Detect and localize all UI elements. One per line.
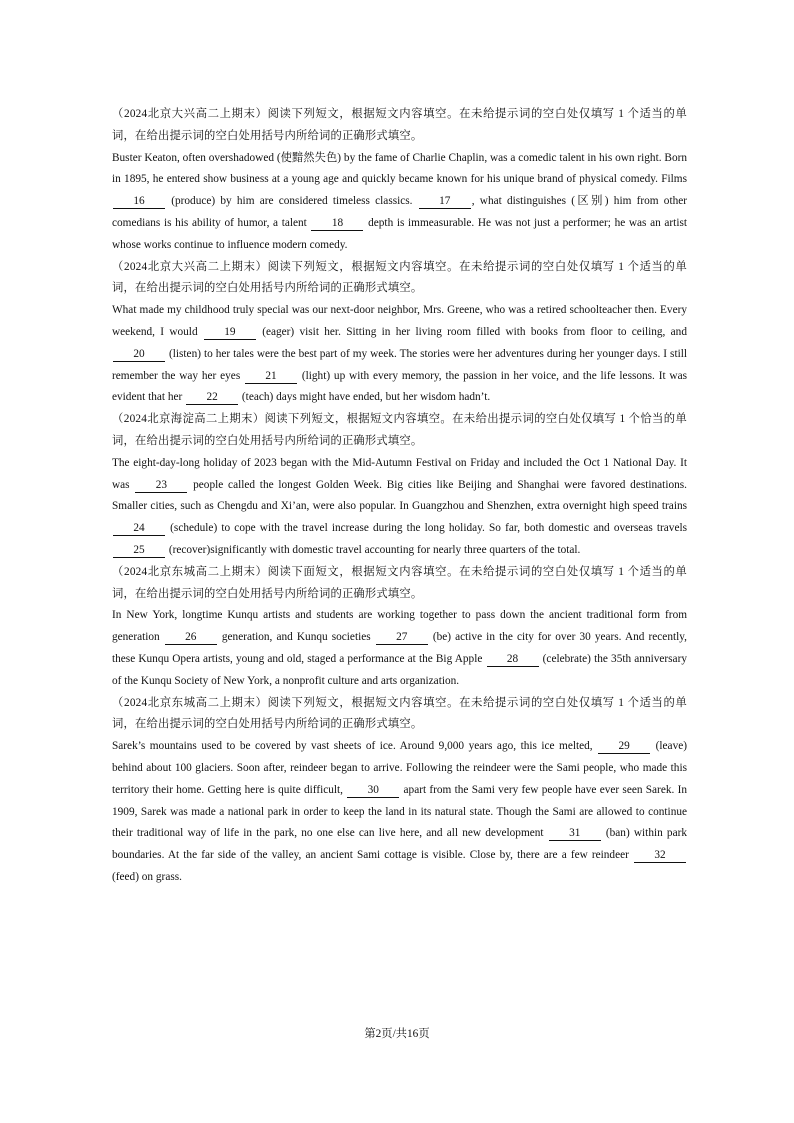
section-heading: （2024北京东城高二上期末）阅读下面短文，根据短文内容填空。在未给提示词的空白处仅填写 1 个适当的单词，在给出提示词的空白处用括号内所给词的正确形式填空。 [112, 565, 687, 600]
answer-blank[interactable]: 23 [135, 479, 187, 493]
passage-segment: depth is immeasurable. He was not just a performer; he was an artist whose works continue to influence modern comedy. [112, 216, 687, 251]
section-heading: （2024北京海淀高二上期末）阅读下列短文，根据短文内容填空。在未给出提示词的空白处仅填写 1 个恰当的单词，在给出提示词的空白处用括号内所给词的正确形式填空。 [112, 413, 687, 447]
passage-segment: (leave) behind about 100 glaciers. Soon after, reindeer began to arrive. Following the reindeer were the Sami people, who made this territory their home. Getting here is quite difficult, [112, 740, 687, 796]
answer-blank[interactable]: 30 [347, 784, 399, 798]
answer-blank[interactable]: 22 [186, 391, 238, 405]
page-footer: 第2页/共16页 [364, 1028, 430, 1040]
passage-segment: (listen) to her tales were the best part of my week. The stories were her adventures during her younger days. I still remember the way her eyes [112, 347, 687, 382]
passage-segment: Buster Keaton, often overshadowed (使黯然失色) by the fame of Charlie Chaplin, was a comedic talent in his own right. Born in 1895, he entered show business at a young age and quickly became known for his unique brand of physical comedy. Films [112, 151, 687, 186]
passage-segment: (schedule) to cope with the travel increase during the long holiday. So far, both domestic and overseas travels [166, 522, 687, 535]
answer-blank[interactable]: 25 [113, 544, 165, 558]
answer-blank[interactable]: 21 [245, 370, 297, 384]
passage-segment: In New York, longtime Kunqu artists and students are working together to pass down the ancient traditional form from generation [112, 609, 687, 644]
passage-segment: people called the longest Golden Week. Big cities like Beijing and Shanghai were favored destinations. Smaller cities, such as Chengdu and Xi’an, were also popular. In Guangzhou and Shenzhen, extra overnight high speed trains [112, 478, 687, 513]
answer-blank[interactable]: 29 [598, 740, 650, 754]
passage-segment: (produce) by him are considered timeless classics. [166, 195, 418, 208]
passage-text [112, 453, 687, 562]
answer-blank[interactable]: 26 [165, 631, 217, 645]
passage-segment: Sarek’s mountains used to be covered by vast sheets of ice. Around 9,000 years ago, this ice melted, [112, 740, 598, 753]
answer-blank[interactable]: 32 [634, 849, 686, 863]
passage-text [112, 605, 687, 692]
answer-blank[interactable]: 19 [204, 326, 256, 340]
passage-segment: What made my childhood truly special was our next-door neighbor, Mrs. Greene, who was a retired schoolteacher then. Every weekend, I would [112, 304, 687, 338]
document-body [112, 104, 687, 889]
passage-segment: (recover)significantly with domestic travel accounting for nearly three quarters of the total. [166, 543, 581, 556]
passage-segment: (ban) within park boundaries. At the far side of the valley, an ancient Sami cottage is visible. Close by, there are a few reindeer [112, 827, 687, 862]
answer-blank[interactable]: 31 [549, 827, 601, 841]
answer-blank[interactable]: 18 [311, 217, 363, 231]
answer-blank[interactable]: 24 [113, 522, 165, 536]
passage-segment: The eight-day-long holiday of 2023 began with the Mid-Autumn Festival on Friday and included the Oct 1 National Day. It was [112, 456, 687, 491]
passage-segment: (celebrate) the 35th anniversary of the Kunqu Society of New York, a nonprofit culture and arts organization. [112, 652, 687, 687]
passage-text [112, 300, 687, 409]
passage-segment: generation, and Kunqu societies [217, 631, 375, 644]
answer-blank[interactable]: 27 [376, 631, 428, 645]
passage-text [112, 148, 687, 257]
passage-segment: (teach) days might have ended, but her wisdom hadn’t. [239, 391, 491, 404]
answer-blank[interactable]: 16 [113, 195, 165, 209]
passage-text [112, 736, 687, 889]
passage-segment: (be) active in the city for over 30 years. And recently, these Kunqu Opera artists, young and old, staged a performance at the Big Apple [112, 631, 687, 665]
section-heading: （2024北京大兴高二上期末）阅读下列短文，根据短文内容填空。在未给提示词的空白处仅填写 1 个适当的单词，在给出提示词的空白处用括号内所给词的正确形式填空。 [112, 260, 687, 295]
passage-segment: (light) up with every memory, the passion in her voice, and the life lessons. It was evident that her [112, 369, 688, 404]
answer-blank[interactable]: 28 [487, 653, 539, 667]
answer-blank[interactable]: 17 [419, 195, 471, 209]
passage-segment: , what distinguishes (区别) him from other comedians is his ability of humor, a talent [112, 195, 688, 229]
answer-blank[interactable]: 20 [113, 348, 165, 362]
section-heading: （2024北京大兴高二上期末）阅读下列短文，根据短文内容填空。在未给提示词的空白处仅填写 1 个适当的单词，在给出提示词的空白处用括号内所给词的正确形式填空。 [112, 108, 687, 142]
passage-segment: (feed) on grass. [112, 870, 182, 883]
section-heading: （2024北京东城高二上期末）阅读下列短文，根据短文内容填空。在未给提示词的空白处仅填写 1 个适当的单词，在给出提示词的空白处用括号内所给词的正确形式填空。 [112, 696, 687, 731]
passage-segment: apart from the Sami very few people have ever seen Sarek. In 1909, Sarek was made a national park in order to keep the land in its natural state. Though the Sami are allowed to continue their traditional way of life in the park, no one else can live here, and all new development [112, 783, 687, 840]
passage-segment: (eager) visit her. Sitting in her living room filled with books from floor to ceiling, and [256, 325, 687, 338]
